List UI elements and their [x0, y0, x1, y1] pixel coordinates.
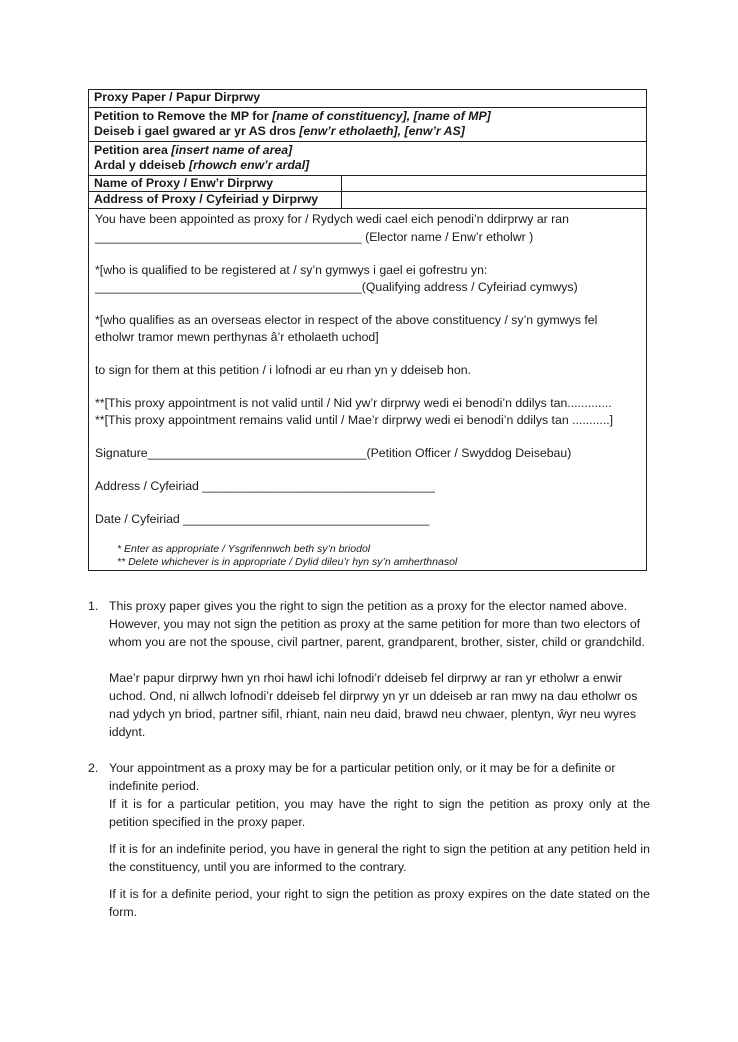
list-item — [88, 759, 650, 921]
item2-paragraph-2: If it is for a particular petition, you may have the right to sign the petition as proxy only at the petition specified in the proxy paper. — [109, 797, 650, 829]
list-item — [88, 597, 650, 741]
address-of-proxy-field[interactable] — [342, 192, 646, 208]
not-valid-until-line: **[This proxy appointment is not valid until / Nid yw’r dirprwy wedi ei benodi’n ddilys tan............. — [95, 396, 612, 410]
signature-line: Signature________________________________(Petition Officer / Swyddog Deisebau) — [95, 446, 572, 460]
overseas-line-2: etholwr tramor mewn perthynas â’r etholaeth uchod] — [95, 330, 379, 344]
name-of-proxy-label: Name of Proxy / Enw’r Dirprwy — [89, 176, 342, 191]
item2-paragraph-3: If it is for an indefinite period, you have in general the right to sign the petition at any petition held in the constituency, until you are informed to the contrary. — [109, 842, 650, 874]
appointed-line: You have been appointed as proxy for / Rydych wedi cael eich penodi’n ddirprwy ar ran — [95, 212, 569, 226]
item2-paragraph-4: If it is for a definite period, your right to sign the petition as proxy expires on the date stated on the form. — [109, 887, 650, 919]
form-title: Proxy Paper / Papur Dirprwy — [89, 90, 646, 108]
appointment-text — [89, 209, 646, 569]
address-of-proxy-row — [89, 192, 646, 209]
petition-area-row — [89, 142, 646, 176]
list-item-number: 1. — [88, 599, 99, 613]
area-english: Petition area [insert name of area] — [94, 143, 293, 157]
proxy-paper-form — [88, 89, 647, 571]
remains-valid-line: **[This proxy appointment remains valid until / Mae’r dirprwy wedi ei benodi’n ddilys tan ...........] — [95, 413, 614, 427]
address-of-proxy-label: Address of Proxy / Cyfeiriad y Dirprwy — [89, 192, 342, 208]
list-item-number: 2. — [88, 761, 99, 775]
address-line: Address / Cyfeiriad __________________________________ — [95, 479, 435, 493]
petition-row — [89, 108, 646, 142]
sign-for-them-line: to sign for them at this petition / i lofnodi ar eu rhan yn y ddeiseb hon. — [95, 363, 471, 377]
petition-english: Petition to Remove the MP for [name of constituency], [name of MP] — [94, 109, 491, 123]
petition-welsh: Deiseb i gael gwared ar yr AS dros [enw’r etholaeth], [enw’r AS] — [94, 124, 465, 138]
qualified-line-2: _______________________________________(Qualifying address / Cyfeiriad cymwys) — [95, 280, 578, 294]
overseas-line-1: *[who qualifies as an overseas elector in respect of the above constituency / sy’n gymwys fel — [95, 313, 598, 327]
date-line: Date / Cyfeiriad ____________________________________ — [95, 512, 430, 526]
item1-english: This proxy paper gives you the right to sign the petition as a proxy for the elector named above. However, you may not sign the petition as proxy at the same petition for more than two electors of whom you are not the spouse, civil partner, parent, grandparent, brother, sister, child or grandchild. — [109, 599, 645, 649]
name-of-proxy-field[interactable] — [342, 176, 646, 191]
guidance-list — [88, 597, 650, 921]
area-welsh: Ardal y ddeiseb [rhowch enw’r ardal] — [94, 158, 310, 172]
note-delete-inappropriate: ** Delete whichever is in appropriate / Dylid dileu’r hyn sy’n amherthnasol — [117, 556, 458, 568]
note-enter-as-appropriate: * Enter as appropriate / Ysgrifennwch beth sy’n briodol — [117, 543, 371, 555]
form-notes — [95, 543, 641, 569]
qualified-line-1: *[who is qualified to be registered at / sy’n gymwys i gael ei gofrestru yn: — [95, 263, 488, 277]
name-of-proxy-row — [89, 176, 646, 192]
item2-paragraph-1: Your appointment as a proxy may be for a particular petition only, or it may be for a definite or indefinite period. — [109, 761, 616, 793]
item1-welsh: Mae’r papur dirprwy hwn yn rhoi hawl ichi lofnodi’r ddeiseb fel dirprwy ar ran yr etholwr a enwir uchod. Ond, ni allwch lofnodi’r ddeiseb fel dirprwy yn yr un ddeiseb ar ran mwy na dau etholwr os nad ydych yn briod, partner sifil, rhiant, nain neu daid, brawd neu chwaer, plentyn, ŵyr neu wyres iddynt. — [109, 671, 638, 739]
elector-name-line: _______________________________________ (Elector name / Enw’r etholwr ) — [95, 230, 534, 244]
